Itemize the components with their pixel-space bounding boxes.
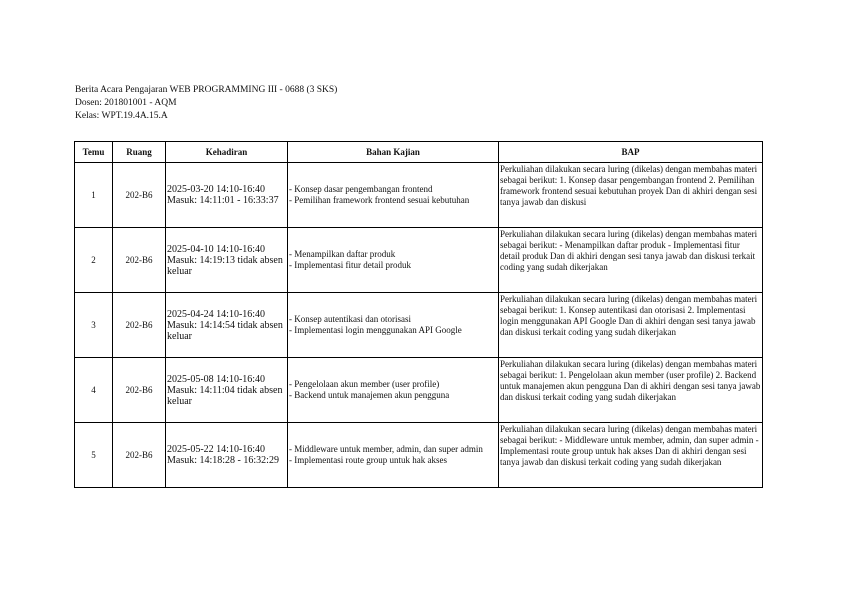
table-row bbox=[75, 163, 763, 228]
col-header-bap: BAP bbox=[499, 142, 763, 163]
cell-ruang: 202-B6 bbox=[113, 423, 166, 488]
cell-bahan-kajian bbox=[288, 163, 499, 228]
col-header-bahan-kajian: Bahan Kajian bbox=[288, 142, 499, 163]
cell-kehadiran: 2025-05-22 14:10-16:40 Masuk: 14:18:28 - 16:32:29 bbox=[166, 423, 288, 488]
cell-ruang: 202-B6 bbox=[113, 228, 166, 293]
cell-bap: Perkuliahan dilakukan secara luring (dikelas) dengan membahas materi sebagai berikut: 1. Konsep autentikasi dan otorisasi 2. Implementasi login menggunakan API Google Dan di akhiri dengan sesi tanya jawab dan diskusi terkait coding yang sudah dikerjakan bbox=[499, 293, 763, 358]
col-header-kehadiran: Kehadiran bbox=[166, 142, 288, 163]
cell-kehadiran: 2025-04-10 14:10-16:40 Masuk: 14:19:13 tidak absen keluar bbox=[166, 228, 288, 293]
bahan-item: - Konsep dasar pengembangan frontend bbox=[289, 184, 433, 194]
col-header-ruang: Ruang bbox=[113, 142, 166, 163]
cell-bap: Perkuliahan dilakukan secara luring (dikelas) dengan membahas materi sebagai berikut: 1. Konsep dasar pengembangan frontend 2. Pemilihan framework frontend sesuai kebutuhan proyek Dan di akhiri dengan sesi tanya jawab dan diskusi bbox=[499, 163, 763, 228]
cell-kehadiran: 2025-05-08 14:10-16:40 Masuk: 14:11:04 tidak absen keluar bbox=[166, 358, 288, 423]
attendance-table bbox=[74, 141, 763, 488]
table-row bbox=[75, 358, 763, 423]
cell-bahan-kajian bbox=[288, 358, 499, 423]
bahan-item: - Implementasi fitur detail produk bbox=[289, 260, 411, 270]
col-header-temu: Temu bbox=[75, 142, 113, 163]
bahan-item: - Backend untuk manajemen akun pengguna bbox=[289, 390, 450, 400]
document-header bbox=[75, 84, 337, 123]
table-row bbox=[75, 293, 763, 358]
bahan-item: - Implementasi login menggunakan API Google bbox=[289, 325, 462, 335]
cell-bap: Perkuliahan dilakukan secara luring (dikelas) dengan membahas materi sebagai berikut: - Menampilkan daftar produk - Implementasi fitur detail produk Dan di akhiri dengan sesi tanya jawab dan diskusi terkait coding yang sudah dikerjakan bbox=[499, 228, 763, 293]
course-title: Berita Acara Pengajaran WEB PROGRAMMING III - 0688 (3 SKS) bbox=[75, 85, 338, 95]
cell-temu: 4 bbox=[75, 358, 113, 423]
class-line: Kelas: WPT.19.4A.15.A bbox=[75, 111, 168, 121]
table-row bbox=[75, 228, 763, 293]
cell-temu: 2 bbox=[75, 228, 113, 293]
bahan-item: - Middleware untuk member, admin, dan super admin bbox=[289, 444, 483, 454]
cell-temu: 3 bbox=[75, 293, 113, 358]
cell-bap: Perkuliahan dilakukan secara luring (dikelas) dengan membahas materi sebagai berikut: - Middleware untuk member, admin, dan super admin - Implementasi route group untuk hak akses Dan di akhiri dengan sesi tanya jawab dan diskusi terkait coding yang sudah dikerjakan bbox=[499, 423, 763, 488]
cell-bahan-kajian bbox=[288, 228, 499, 293]
bahan-item: - Konsep autentikasi dan otorisasi bbox=[289, 314, 411, 324]
cell-kehadiran: 2025-03-20 14:10-16:40 Masuk: 14:11:01 - 16:33:37 bbox=[166, 163, 288, 228]
cell-ruang: 202-B6 bbox=[113, 163, 166, 228]
cell-bahan-kajian bbox=[288, 423, 499, 488]
table-header-row bbox=[75, 142, 763, 163]
bahan-item: - Pemilihan framework frontend sesuai kebutuhan bbox=[289, 195, 470, 205]
cell-ruang: 202-B6 bbox=[113, 293, 166, 358]
bahan-item: - Implementasi route group untuk hak akses bbox=[289, 455, 447, 465]
lecturer-line: Dosen: 201801001 - AQM bbox=[75, 98, 177, 108]
bahan-item: - Menampilkan daftar produk bbox=[289, 249, 396, 259]
cell-temu: 5 bbox=[75, 423, 113, 488]
bahan-item: - Pengelolaan akun member (user profile) bbox=[289, 379, 440, 389]
cell-bahan-kajian bbox=[288, 293, 499, 358]
cell-kehadiran: 2025-04-24 14:10-16:40 Masuk: 14:14:54 tidak absen keluar bbox=[166, 293, 288, 358]
cell-temu: 1 bbox=[75, 163, 113, 228]
cell-ruang: 202-B6 bbox=[113, 358, 166, 423]
cell-bap: Perkuliahan dilakukan secara luring (dikelas) dengan membahas materi sebagai berikut: 1. Pengelolaan akun member (user profile) 2. Backend untuk manajemen akun pengguna Dan di akhiri dengan sesi tanya jawab dan diskusi terkait coding yang sudah dikerjakan bbox=[499, 358, 763, 423]
table-row bbox=[75, 423, 763, 488]
